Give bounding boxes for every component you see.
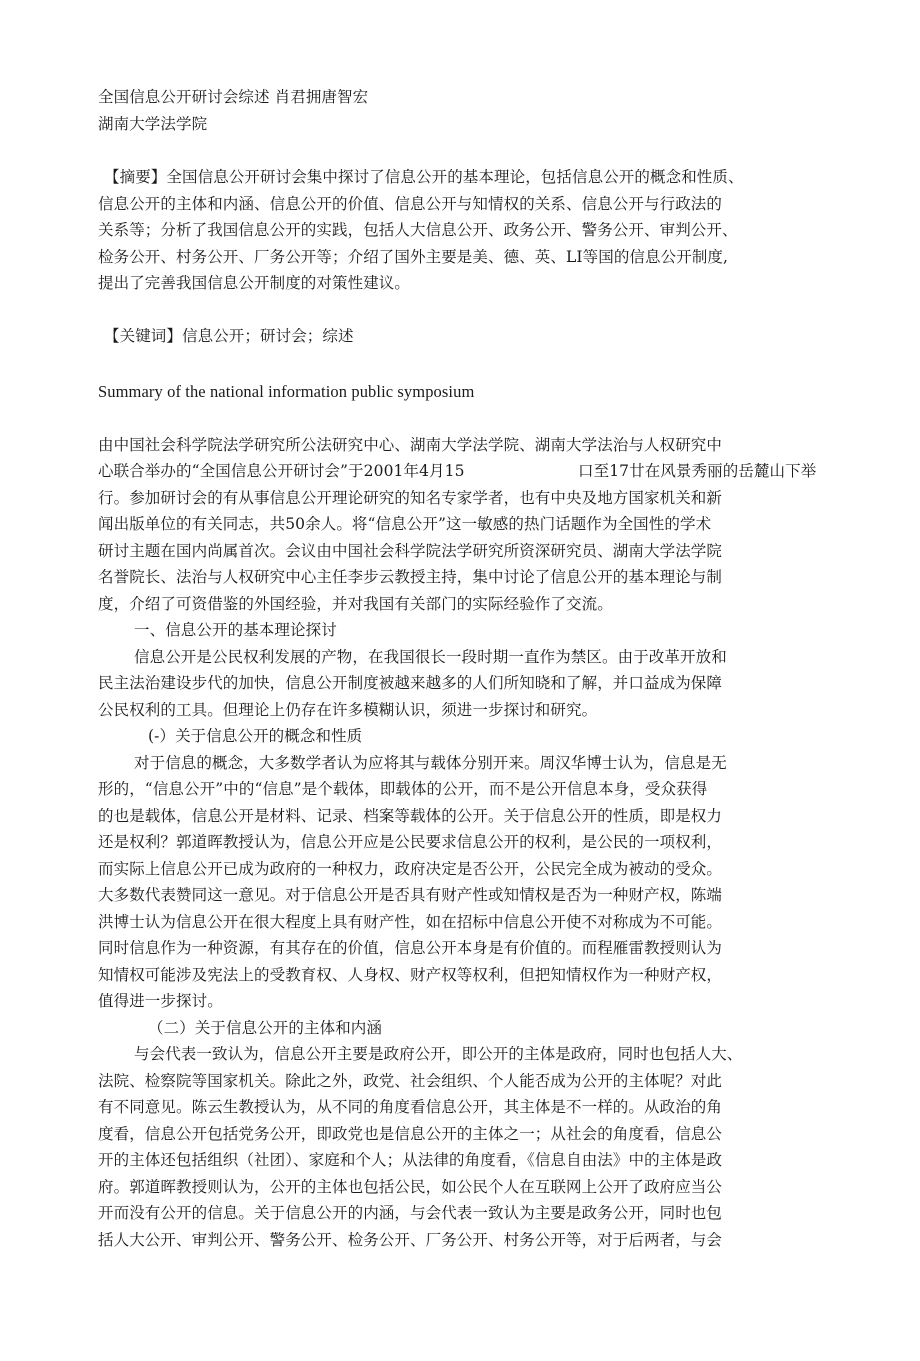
- body-line: 度看，信息公开包括党务公开，即政党也是信息公开的主体之一；从社会的角度看，信息公: [98, 1125, 723, 1143]
- body-line: 值得进一步探讨。: [98, 992, 223, 1010]
- body-line: 民主法治建设步代的加快，信息公开制度被越来越多的人们所知晓和了解，并口益成为保障: [98, 674, 723, 692]
- body-line: 的也是载体，信息公开是材料、记录、档案等载体的公开。关于信息公开的性质，即是权力: [98, 807, 723, 825]
- intro-line: 名誉院长、法治与人权研究中心主任李步云教授主持，集中讨论了信息公开的基本理论与制: [98, 568, 723, 586]
- abstract-line: 关系等；分析了我国信息公开的实践，包括人大信息公开、政务公开、警务公开、审判公开、: [98, 221, 738, 239]
- body-line: 形的，“信息公开”中的“信息”是个载体，即载体的公开，而不是公开信息本身，受众获得: [98, 780, 708, 798]
- body-line: 开而没有公开的信息。关于信息公开的内涵，与会代表一致认为主要是政务公开，同时也包: [98, 1204, 723, 1222]
- body-line: 与会代表一致认为，信息公开主要是政府公开，即公开的主体是政府，同时也包括人大、: [134, 1045, 743, 1063]
- body-line: 开的主体还包括组织（社团）、家庭和个人；从法律的角度看，《信息自由法》中的主体是政: [98, 1151, 723, 1169]
- intro-line: 度，介绍了可资借鉴的外国经验，并对我国有关部门的实际经验作了交流。: [98, 595, 613, 613]
- section-heading: 一、信息公开的基本理论探讨: [134, 621, 337, 639]
- body-line: 信息公开是公民权利发展的产物，在我国很长一段时期一直作为禁区。由于改革开放和: [134, 648, 727, 666]
- body-line: 洪博士认为信息公开在很大程度上具有财产性，如在招标中信息公开使不对称成为不可能。: [98, 913, 723, 931]
- intro-line: 由中国社会科学院法学研究所公法研究中心、湖南大学法学院、湖南大学法治与人权研究中: [98, 436, 723, 454]
- body-line: 府。郭道晖教授则认为，公开的主体也包括公民，如公民个人在互联网上公开了政府应当公: [98, 1178, 723, 1196]
- subsection-heading: (-）关于信息公开的概念和性质: [148, 727, 363, 745]
- body-line: 而实际上信息公开已成为政府的一种权力，政府决定是否公开，公民完全成为被动的受众。: [98, 860, 723, 878]
- intro-line: 研讨主题在国内尚属首次。会议由中国社会科学院法学研究所资深研究员、湖南大学法学院: [98, 542, 723, 560]
- body-line: 大多数代表赞同这一意见。对于信息公开是否具有财产性或知情权是否为一种财产权，陈端: [98, 886, 723, 904]
- body-line: 法院、检察院等国家机关。除此之外，政党、社会组织、个人能否成为公开的主体呢？对此: [98, 1072, 723, 1090]
- abstract-line: 检务公开、村务公开、厂务公开等；介绍了国外主要是美、德、英、LI等国的信息公开制度,: [98, 248, 729, 266]
- intro-line: 行。参加研讨会的有从事信息公开理论研究的知名专家学者，也有中央及地方国家机关和新: [98, 489, 723, 507]
- body-line: 知情权可能涉及宪法上的受教育权、人身权、财产权等权利，但把知情权作为一种财产权，: [98, 966, 723, 984]
- abstract-line: 提出了完善我国信息公开制度的对策性建议。: [98, 274, 411, 292]
- abstract-line: 【摘要】全国信息公开研讨会集中探讨了信息公开的基本理论，包括信息公开的概念和性质、: [104, 168, 744, 186]
- english-title: Summary of the national information public symposium: [98, 382, 475, 401]
- subsection-heading: （二）关于信息公开的主体和内涵: [148, 1019, 383, 1037]
- keywords: 【关键词】信息公开；研讨会；综述: [104, 327, 354, 345]
- document-title: 全国信息公开研讨会综述 肖君拥唐智宏: [98, 88, 369, 106]
- intro-line: 心联合举办的“全国信息公开研讨会”于2001年4月15: [98, 462, 465, 480]
- body-line: 同时信息作为一种资源，有其存在的价值，信息公开本身是有价值的。而程雁雷教授则认为: [98, 939, 723, 957]
- body-line: 括人大公开、审判公开、警务公开、检务公开、厂务公开、村务公开等，对于后两者，与会: [98, 1231, 723, 1249]
- body-line: 还是权利？郭道晖教授认为，信息公开应是公民要求信息公开的权利，是公民的一项权利，: [98, 833, 723, 851]
- body-line: 有不同意见。陈云生教授认为，从不同的角度看信息公开，其主体是不一样的。从政治的角: [98, 1098, 723, 1116]
- body-line: 对于信息的概念，大多数学者认为应将其与载体分别开来。周汉华博士认为，信息是无: [134, 754, 727, 772]
- intro-line: 闻出版单位的有关同志，共50余人。将“信息公开”这一敏感的热门话题作为全国性的学术: [98, 515, 712, 533]
- affiliation: 湖南大学法学院: [98, 115, 208, 133]
- abstract-line: 信息公开的主体和内涵、信息公开的价值、信息公开与知情权的关系、信息公开与行政法的: [98, 195, 723, 213]
- intro-line: 口至17廿在风景秀丽的岳麓山下举: [578, 462, 817, 480]
- body-line: 公民权利的工具。但理论上仍存在许多模糊认识，须进一步探讨和研究。: [98, 701, 598, 719]
